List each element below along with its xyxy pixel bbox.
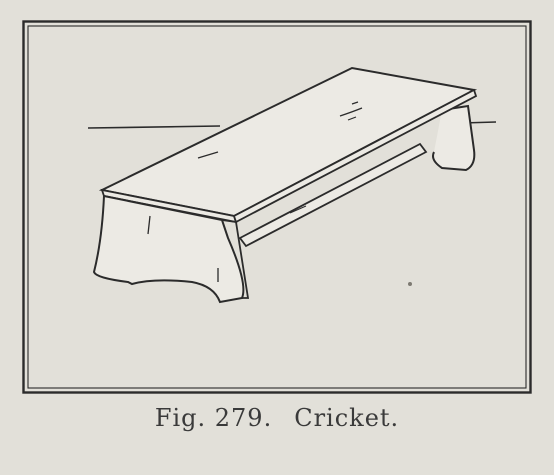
outer-border [24, 22, 531, 393]
figure-title: Cricket. [294, 404, 400, 432]
floor-line-left [88, 126, 220, 128]
figure-caption [0, 404, 554, 432]
cricket-illustration [22, 20, 532, 394]
figure-number: Fig. 279. [154, 404, 273, 432]
paper-speck [408, 282, 412, 286]
figure-frame [22, 20, 532, 394]
